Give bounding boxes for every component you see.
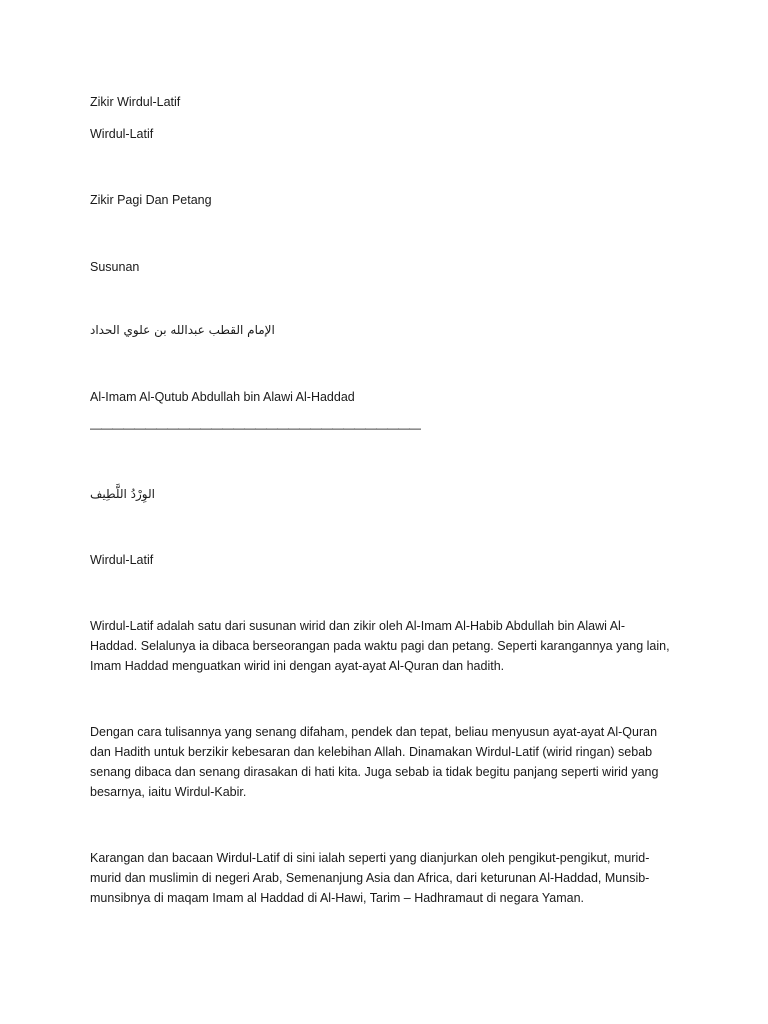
- paragraph-introduction: [90, 616, 680, 676]
- paragraph-line: munsibnya di maqam Imam al Haddad di Al-Hawi, Tarim – Hadhramaut di negara Yaman.: [90, 891, 584, 905]
- paragraph-line: Wirdul-Latif adalah satu dari susunan wirid dan zikir oleh Al-Imam Al-Habib Abdullah bin Alawi Al-: [90, 619, 625, 633]
- author-name-latin: Al-Imam Al-Qutub Abdullah bin Alawi Al-Haddad: [90, 390, 355, 404]
- section-heading: Wirdul-Latif: [90, 553, 154, 567]
- paragraph-line: Imam Haddad menguatkan wirid ini dengan ayat-ayat Al-Quran dan hadith.: [90, 659, 505, 673]
- morning-evening-heading: Zikir Pagi Dan Petang: [90, 193, 212, 207]
- paragraph-line: Karangan dan bacaan Wirdul-Latif di sini ialah seperti yang dianjurkan oleh pengikut-pengikut, murid-: [90, 851, 650, 865]
- paragraph-line: dan Hadith untuk berzikir kebesaran dan kelebihan Allah. Dinamakan Wirdul-Latif (wirid ringan) sebab: [90, 745, 653, 759]
- paragraph-line: murid dan muslimin di negeri Arab, Semenanjung Asia dan Africa, dari keturunan Al-Haddad, Munsib-: [90, 871, 650, 885]
- arranged-by-label: Susunan: [90, 260, 140, 274]
- paragraph-line: besarnya, iaitu Wirdul-Kabir.: [90, 785, 247, 799]
- document-subtitle: Wirdul-Latif: [90, 127, 154, 141]
- wird-title-arabic: الوِرْدُ اللَّطِيف: [90, 487, 155, 501]
- paragraph-line: Dengan cara tulisannya yang senang difaham, pendek dan tepat, beliau menyusun ayat-ayat Al-Quran: [90, 725, 658, 739]
- paragraph-line: Haddad. Selalunya ia dibaca berseorangan pada waktu pagi dan petang. Seperti karangannya yang lain,: [90, 639, 670, 653]
- paragraph-origin: [90, 848, 680, 908]
- author-name-arabic: الإمام القطب عبدالله بن علوي الحداد: [90, 323, 275, 337]
- paragraph-description: [90, 722, 680, 802]
- document-title: Zikir Wirdul-Latif: [90, 95, 181, 109]
- paragraph-line: senang dibaca dan senang dirasakan di hati kita. Juga sebab ia tidak begitu panjang seperti wirid yang: [90, 765, 659, 779]
- separator-line: ——————————————————————————————: [90, 421, 420, 435]
